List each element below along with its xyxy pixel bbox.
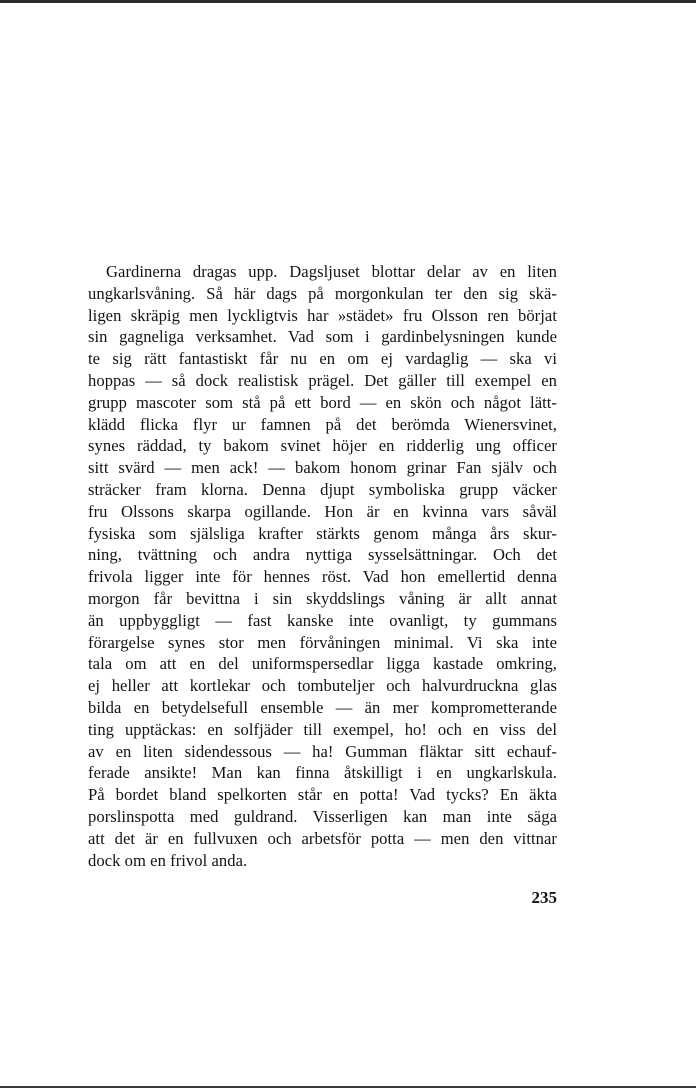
text-line: te sig rätt fantastiskt får nu en om ej vardaglig — ska vi <box>88 349 557 369</box>
bottom-edge-rule <box>0 1086 696 1088</box>
top-edge-rule <box>0 0 696 3</box>
text-line: ligen skräpig men lyckligtvis har »städet» fru Olsson ren börjat <box>88 305 557 325</box>
text-line: På bordet bland spelkorten står en potta! Vad tycks? En äkta <box>88 785 557 805</box>
page-number: 235 <box>531 888 557 907</box>
text-line: än uppbyggligt — fast kanske inte ovanligt, ty gummans <box>88 610 557 630</box>
text-line: tala om att en del uniformspersedlar ligga kastade omkring, <box>88 654 557 674</box>
text-line: porslinspotta med guldrand. Visserligen kan man inte säga <box>88 806 557 826</box>
text-line: ej heller att kortlekar och tombuteljer och halvurdruckna glas <box>88 676 557 696</box>
text-line: hoppas — så dock realistisk prägel. Det gäller till exempel en <box>88 370 557 390</box>
text-line: fysiska som själsliga krafter stärkts genom många års skur- <box>88 523 557 543</box>
text-line: ting upptäckas: en solfjäder till exempel, ho! och en viss del <box>88 719 557 739</box>
text-line: av en liten sidendessous — ha! Gumman fläktar sitt echauf- <box>88 741 557 761</box>
text-line: Gardinerna dragas upp. Dagsljuset blottar delar av en liten <box>106 262 557 281</box>
text-line: grupp mascoter som stå på ett bord — en skön och något lätt- <box>88 392 557 412</box>
text-line: sitt svärd — men ack! — bakom honom grinar Fan själv och <box>88 458 557 478</box>
text-line: sträcker fram klorna. Denna djupt symboliska grupp väcker <box>88 479 557 499</box>
text-line: dock om en frivol anda. <box>88 850 248 870</box>
text-line: frivola ligger inte för hennes röst. Vad hon emellertid denna <box>88 567 557 587</box>
text-line: ungkarlsvåning. Så här dags på morgonkulan ter den sig skä- <box>88 283 557 303</box>
text-line: fru Olssons skarpa ogillande. Hon är en kvinna vars såväl <box>88 501 557 521</box>
text-line: bilda en betydelsefull ensemble — än mer komprometterande <box>88 697 557 717</box>
body-text <box>88 261 557 871</box>
text-line: att det är en fullvuxen och arbetsför potta — men den vittnar <box>88 828 557 848</box>
text-line: synes räddad, ty bakom svinet höjer en ridderlig ung officer <box>88 436 557 456</box>
text-line: ning, tvättning och andra nyttiga sysselsättningar. Och det <box>88 545 557 565</box>
text-line: förargelse synes stor men förvåningen minimal. Vi ska inte <box>88 632 557 652</box>
text-line: sin gagneliga verksamhet. Vad som i gardinbelysningen kunde <box>88 327 557 347</box>
text-line: morgon får bevittna i sin skyddslings våning är allt annat <box>88 588 557 608</box>
text-line: ferade ansikte! Man kan finna åtskilligt i en ungkarlskula. <box>88 763 557 783</box>
text-line: klädd flicka flyr ur famnen på det berömda Wienersvinet, <box>88 414 557 434</box>
